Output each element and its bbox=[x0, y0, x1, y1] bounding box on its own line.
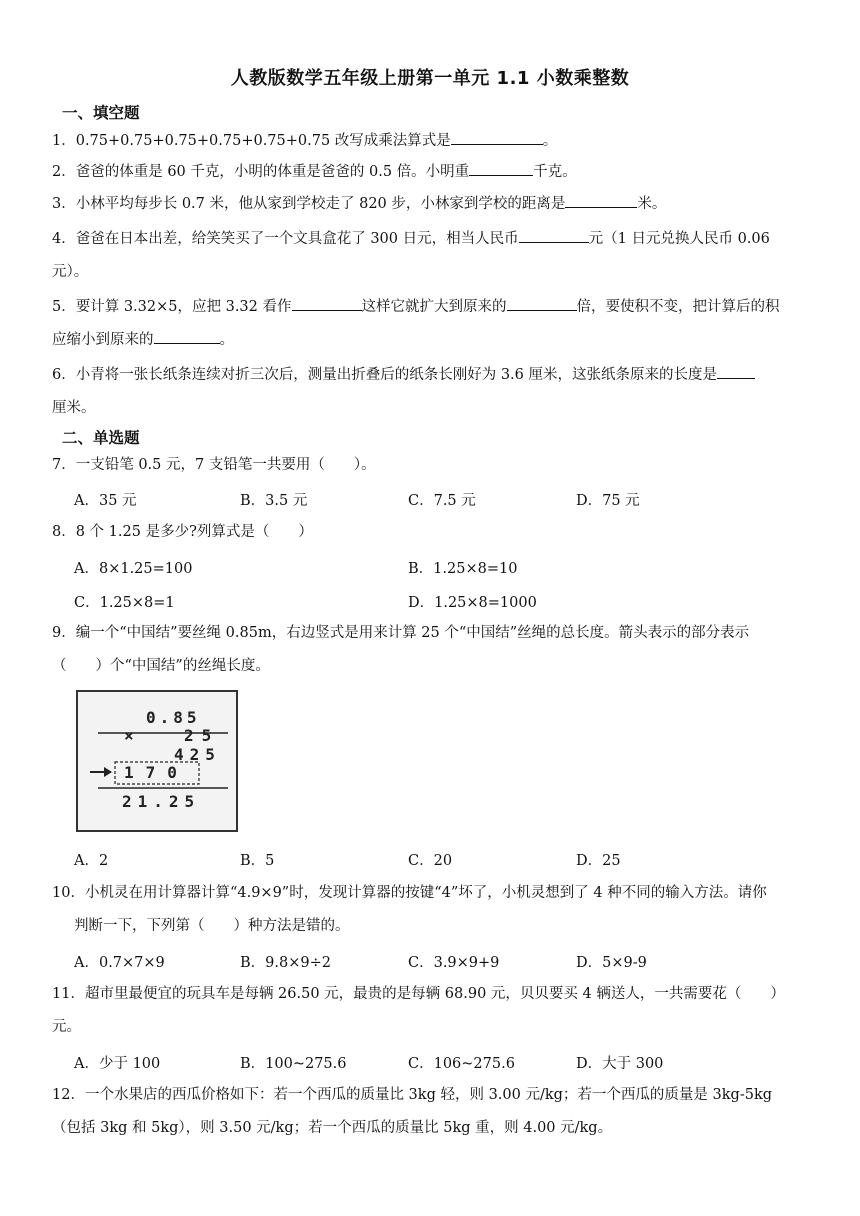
figure-row-partial-2: 170 bbox=[124, 763, 189, 782]
answer-blank[interactable] bbox=[451, 130, 543, 145]
figure-multiply-sign: × bbox=[124, 726, 134, 745]
answer-blank[interactable] bbox=[717, 364, 755, 379]
question-1-text: 1．0.75+0.75+0.75+0.75+0.75+0.75 改写成乘法算式是 bbox=[52, 133, 451, 149]
page-title: 人教版数学五年级上册第一单元 1.1 小数乘整数 bbox=[230, 68, 630, 89]
option-b[interactable]: B．5 bbox=[240, 853, 275, 869]
option-c[interactable]: C．7.5 元 bbox=[408, 493, 476, 509]
option-d[interactable]: D．75 元 bbox=[576, 493, 640, 509]
figure-row-multiplicand: 0.85 bbox=[146, 708, 201, 727]
option-a[interactable]: A．35 元 bbox=[74, 493, 137, 509]
answer-blank[interactable] bbox=[565, 193, 637, 208]
answer-blank[interactable] bbox=[154, 329, 220, 344]
question-1 bbox=[52, 124, 812, 158]
question-4 bbox=[52, 222, 812, 256]
arrow-icon bbox=[104, 767, 112, 777]
question-9-line2: （ ）个“中国结”的丝绳长度。 bbox=[52, 658, 270, 674]
option-c[interactable]: C．3.9×9+9 bbox=[408, 955, 500, 971]
question-12-line2: （包括 3kg 和 5kg），则 3.50 元/kg；若一个西瓜的质量比 5kg 重，则 4.00 元/kg。 bbox=[52, 1120, 613, 1136]
answer-blank[interactable] bbox=[519, 228, 589, 243]
option-d[interactable]: D．1.25×8=1000 bbox=[408, 595, 537, 611]
question-7: 7．一支铅笔 0.5 元，7 支铅笔一共要用（ ）。 bbox=[52, 457, 376, 473]
question-3 bbox=[52, 187, 812, 221]
question-5-line2-text: 应缩小到原来的 bbox=[52, 332, 154, 348]
question-5-text: 5．要计算 3.32×5，应把 3.32 看作 bbox=[52, 299, 292, 315]
answer-blank[interactable] bbox=[507, 296, 577, 311]
option-c[interactable]: C．106~275.6 bbox=[408, 1056, 515, 1072]
section-single-choice: 二、单选题 bbox=[62, 429, 140, 447]
question-12: 12．一个水果店的西瓜价格如下：若一个西瓜的质量比 3kg 轻，则 3.00 元/kg；若一个西瓜的质量是 3kg-5kg bbox=[52, 1087, 773, 1103]
question-11-line2: 元。 bbox=[52, 1019, 81, 1035]
question-5-mid2: 倍，要使积不变，把计算后的积 bbox=[576, 299, 780, 315]
option-b[interactable]: B．3.5 元 bbox=[240, 493, 308, 509]
option-c[interactable]: C．20 bbox=[408, 853, 453, 869]
question-4-line2: 元）。 bbox=[52, 264, 89, 280]
question-2 bbox=[52, 155, 812, 189]
answer-blank[interactable] bbox=[469, 161, 533, 176]
question-4-text: 4．爸爸在日本出差，给笑笑买了一个文具盒花了 300 日元，相当人民币 bbox=[52, 231, 519, 247]
question-8: 8．8 个 1.25 是多少?列算式是（ ） bbox=[52, 524, 313, 540]
question-9: 9．编一个“中国结”要丝绳 0.85m，右边竖式是用来计算 25 个“中国结”丝绳的总长度。箭头表示的部分表示 bbox=[52, 625, 750, 641]
question-11: 11．超市里最便宜的玩具车是每辆 26.50 元，最贵的是每辆 68.90 元，贝贝要买 4 辆送人，一共需要花（ ） bbox=[52, 986, 785, 1002]
question-10: 10．小机灵在用计算器计算“4.9×9”时，发现计算器的按键“4”坏了，小机灵想到了 4 种不同的输入方法。请你 bbox=[52, 885, 767, 901]
question-3-end: 米。 bbox=[637, 196, 667, 212]
question-6-line2: 厘米。 bbox=[52, 400, 96, 416]
option-d[interactable]: D．5×9-9 bbox=[576, 955, 647, 971]
option-a[interactable]: A．少于 100 bbox=[74, 1056, 161, 1072]
option-d[interactable]: D．大于 300 bbox=[576, 1056, 664, 1072]
question-3-text: 3．小林平均每步长 0.7 米，他从家到学校走了 820 步，小林家到学校的距离是 bbox=[52, 196, 566, 212]
question-5-mid1: 这样它就扩大到原来的 bbox=[361, 299, 507, 315]
question-10-line2: 判断一下，下列第（ ）种方法是错的。 bbox=[74, 918, 350, 934]
option-a[interactable]: A．0.7×7×9 bbox=[74, 955, 165, 971]
question-6-text: 6．小青将一张长纸条连续对折三次后，测量出折叠后的纸条长刚好为 3.6 厘米，这张纸条原来的长度是 bbox=[52, 367, 717, 383]
question-5-line2 bbox=[52, 323, 812, 357]
figure-row-partial-1: 425 bbox=[174, 745, 221, 764]
option-a[interactable]: A．2 bbox=[74, 853, 109, 869]
question-2-end: 千克。 bbox=[533, 164, 577, 180]
question-1-end: 。 bbox=[542, 133, 558, 149]
option-c[interactable]: C．1.25×8=1 bbox=[74, 595, 175, 611]
figure-row-multiplier: 25 bbox=[184, 726, 220, 745]
question-2-text: 2．爸爸的体重是 60 千克，小明的体重是爸爸的 0.5 倍。小明重 bbox=[52, 164, 470, 180]
section-fill-in: 一、填空题 bbox=[62, 104, 140, 122]
option-b[interactable]: B．1.25×8=10 bbox=[408, 561, 518, 577]
question-5-end: 。 bbox=[219, 332, 234, 348]
option-b[interactable]: B．9.8×9÷2 bbox=[240, 955, 331, 971]
question-6 bbox=[52, 358, 812, 392]
option-d[interactable]: D．25 bbox=[576, 853, 621, 869]
answer-blank[interactable] bbox=[292, 296, 362, 311]
vertical-multiplication-figure bbox=[76, 690, 238, 832]
question-4-end: 元（1 日元兑换人民币 0.06 bbox=[588, 231, 770, 247]
question-5 bbox=[52, 290, 812, 324]
option-b[interactable]: B．100~275.6 bbox=[240, 1056, 347, 1072]
option-a[interactable]: A．8×1.25=100 bbox=[74, 561, 193, 577]
figure-row-product: 21.25 bbox=[122, 792, 201, 811]
